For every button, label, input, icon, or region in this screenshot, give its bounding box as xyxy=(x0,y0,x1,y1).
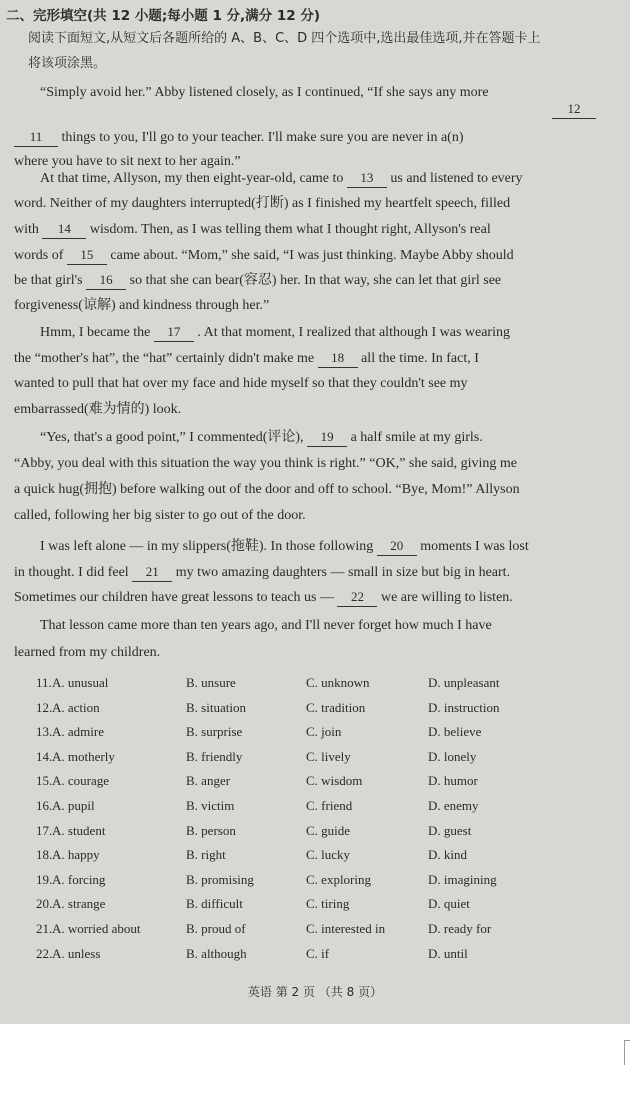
passage-text: my two amazing daughters — small in size but big in heart. xyxy=(175,565,511,580)
option-choice: B. promising xyxy=(186,871,254,887)
option-row xyxy=(36,798,616,818)
passage-line xyxy=(14,271,501,290)
passage-text: That lesson came more than ten years ago, and I'll never forget how much I have xyxy=(40,618,492,633)
option-choice: A. motherly xyxy=(52,748,115,764)
option-choice: C. if xyxy=(306,945,330,961)
option-choice: C. lucky xyxy=(306,847,351,863)
option-row xyxy=(36,872,616,892)
instruction-line-2: 将该项涂黑。 xyxy=(28,56,107,71)
passage-text: At that time, Allyson, my then eight-year-old, came to xyxy=(40,171,344,186)
option-choice: D. humor xyxy=(428,773,478,789)
passage-text: . At that moment, I realized that although I was wearing xyxy=(197,325,510,340)
passage-text: all the time. In fact, I xyxy=(361,351,479,366)
option-choice: B. unsure xyxy=(186,675,236,690)
option-choice: A. action xyxy=(52,699,100,715)
passage-text: forgiveness(谅解) and kindness through her.” xyxy=(14,298,270,313)
question-number: 19. xyxy=(36,871,53,887)
passage-text: where you have to sit next to her again.” xyxy=(14,154,241,169)
option-choice: B. right xyxy=(186,847,226,863)
option-choice: A. worried about xyxy=(52,921,141,936)
option-row xyxy=(36,946,616,966)
option-choice: C. tradition xyxy=(306,699,366,715)
option-choice: D. enemy xyxy=(428,798,479,813)
option-choice: B. anger xyxy=(186,773,231,789)
option-choice: C. guide xyxy=(306,822,351,838)
option-choice: D. unpleasant xyxy=(428,675,500,690)
option-choice: D. quiet xyxy=(428,896,470,912)
passage-line xyxy=(14,563,510,582)
blank-number: 16 xyxy=(86,271,126,290)
passage-line xyxy=(14,128,463,147)
passage-line xyxy=(14,507,306,525)
passage-text: words of xyxy=(14,248,64,263)
option-choice: D. ready for xyxy=(428,921,492,936)
option-choice: A. unusual xyxy=(52,675,109,690)
passage-line xyxy=(40,323,510,342)
blank-number: 22 xyxy=(337,588,377,607)
question-number: 18. xyxy=(36,847,53,863)
option-choice: C. friend xyxy=(306,798,353,813)
passage-line xyxy=(40,537,529,556)
passage-text: us and listened to every xyxy=(390,171,523,186)
option-choice: C. join xyxy=(306,724,342,740)
passage-text: a quick hug(拥抱) before walking out of the door and off to school. “Bye, Mom!” Allyson xyxy=(14,482,520,497)
option-row xyxy=(36,700,616,720)
blank-number: 18 xyxy=(318,349,358,368)
question-number: 17. xyxy=(36,822,53,838)
option-row xyxy=(36,749,616,769)
passage-text: Hmm, I became the xyxy=(40,325,151,340)
option-choice: C. wisdom xyxy=(306,773,363,789)
blank-number: 12 xyxy=(552,100,596,119)
option-choice: A. forcing xyxy=(52,871,106,887)
question-number: 16. xyxy=(36,798,53,813)
page-footer: 英语 第 2 页 （共 8 页） xyxy=(247,985,383,999)
passage-line xyxy=(14,246,514,265)
question-number: 13. xyxy=(36,724,53,740)
passage-text: “Yes, that's a good point,” I commented(评论), xyxy=(40,430,304,445)
option-choice: D. until xyxy=(428,945,468,961)
option-choice: A. admire xyxy=(52,724,104,740)
passage-text: Sometimes our children have great lessons to teach us — xyxy=(14,590,334,605)
option-row xyxy=(36,896,616,916)
question-number: 12. xyxy=(36,699,53,715)
option-choice: B. situation xyxy=(186,699,246,715)
option-row xyxy=(36,921,616,941)
section-heading: 二、完形填空(共 12 小题;每小题 1 分,满分 12 分) xyxy=(6,8,321,24)
option-choice: D. imagining xyxy=(428,871,497,887)
option-choice: A. courage xyxy=(52,773,110,789)
option-choice: C. unknown xyxy=(306,675,370,690)
passage-text: “Abby, you deal with this situation the way you think is right.” “OK,” she said, giving me xyxy=(14,456,518,471)
option-choice: A. happy xyxy=(52,847,100,863)
option-choice: C. interested in xyxy=(306,921,386,936)
passage-line xyxy=(14,220,491,239)
option-choice: B. friendly xyxy=(186,748,243,764)
option-choice: B. victim xyxy=(186,798,235,813)
blank-line xyxy=(552,100,596,119)
blank-number: 19 xyxy=(307,428,347,447)
passage-text: “Simply avoid her.” Abby listened closely, as I continued, “If she says any more xyxy=(40,85,489,100)
instruction-line-1: 阅读下面短文,从短文后各题所给的 A、B、C、D 四个选项中,选出最佳选项,并在答题卡上 xyxy=(28,31,541,46)
passage-line xyxy=(14,375,468,393)
option-choice: D. instruction xyxy=(428,699,500,715)
option-choice: C. lively xyxy=(306,748,351,764)
blank-number: 17 xyxy=(154,323,194,342)
passage-text: word. Neither of my daughters interrupted(打断) as I finished my heartfelt speech, filled xyxy=(14,196,511,211)
option-row xyxy=(36,675,616,695)
passage-line xyxy=(14,644,160,662)
passage-line xyxy=(14,481,520,499)
passage-text: embarrassed(难为情的) look. xyxy=(14,402,182,417)
passage-line xyxy=(14,588,513,607)
passage-text: learned from my children. xyxy=(14,645,161,660)
question-number: 22. xyxy=(36,945,53,961)
blank-number: 13 xyxy=(347,169,387,188)
option-choice: C. exploring xyxy=(306,871,371,887)
passage-line xyxy=(40,428,483,447)
passage-line xyxy=(14,401,181,419)
question-number: 14. xyxy=(36,748,53,764)
option-choice: D. guest xyxy=(428,822,472,838)
passage-line xyxy=(14,349,479,368)
option-choice: B. person xyxy=(186,822,236,838)
question-number: 15. xyxy=(36,773,53,789)
blank-number: 14 xyxy=(42,220,86,239)
option-choice: B. although xyxy=(186,945,247,961)
option-choice: A. pupil xyxy=(52,798,95,813)
passage-text: came about. “Mom,” she said, “I was just thinking. Maybe Abby should xyxy=(110,248,514,263)
option-row xyxy=(36,773,616,793)
passage-text: a half smile at my girls. xyxy=(350,430,483,445)
passage-line xyxy=(40,617,492,635)
option-choice: D. believe xyxy=(428,724,482,740)
passage-text: we are willing to listen. xyxy=(380,590,513,605)
corner-mark xyxy=(624,1040,630,1065)
option-choice: A. unless xyxy=(52,945,101,961)
option-choice: B. proud of xyxy=(186,921,246,936)
passage-line xyxy=(14,297,269,315)
option-choice: D. kind xyxy=(428,847,467,863)
passage-text: wanted to pull that hat over my face and hide myself so that they couldn't see my xyxy=(14,376,468,391)
passage-text: the “mother's hat”, the “hat” certainly didn't make me xyxy=(14,351,315,366)
blank-number: 20 xyxy=(377,537,417,556)
passage-text: with xyxy=(14,222,39,237)
option-choice: A. student xyxy=(52,822,106,838)
option-choice: B. difficult xyxy=(186,896,243,912)
passage-text: called, following her big sister to go out of the door. xyxy=(14,508,306,523)
option-row xyxy=(36,724,616,744)
option-choice: D. lonely xyxy=(428,748,477,764)
passage-text: I was left alone — in my slippers(拖鞋). In those following xyxy=(40,539,374,554)
passage-text: so that she can bear(容忍) her. In that way, she can let that girl see xyxy=(129,273,502,288)
blank-number: 15 xyxy=(67,246,107,265)
option-choice: B. surprise xyxy=(186,724,243,740)
passage-text: wisdom. Then, as I was telling them what I thought right, Allyson's real xyxy=(89,222,491,237)
passage-text: be that girl's xyxy=(14,273,83,288)
option-row xyxy=(36,847,616,867)
blank-number: 11 xyxy=(14,128,58,147)
question-number: 11. xyxy=(36,675,52,690)
passage-text: things to you, I'll go to your teacher. I'll make sure you are never in a(n) xyxy=(61,130,464,145)
option-row xyxy=(36,823,616,843)
passage-text: moments I was lost xyxy=(420,539,529,554)
passage-line xyxy=(14,455,517,473)
question-number: 20. xyxy=(36,896,53,912)
option-choice: C. tiring xyxy=(306,896,350,912)
passage-line xyxy=(40,84,489,102)
option-choice: A. strange xyxy=(52,896,106,912)
blank-number: 21 xyxy=(132,563,172,582)
passage-line xyxy=(14,195,510,213)
passage-line xyxy=(40,169,523,188)
passage-text: in thought. I did feel xyxy=(14,565,129,580)
question-number: 21. xyxy=(36,921,53,936)
